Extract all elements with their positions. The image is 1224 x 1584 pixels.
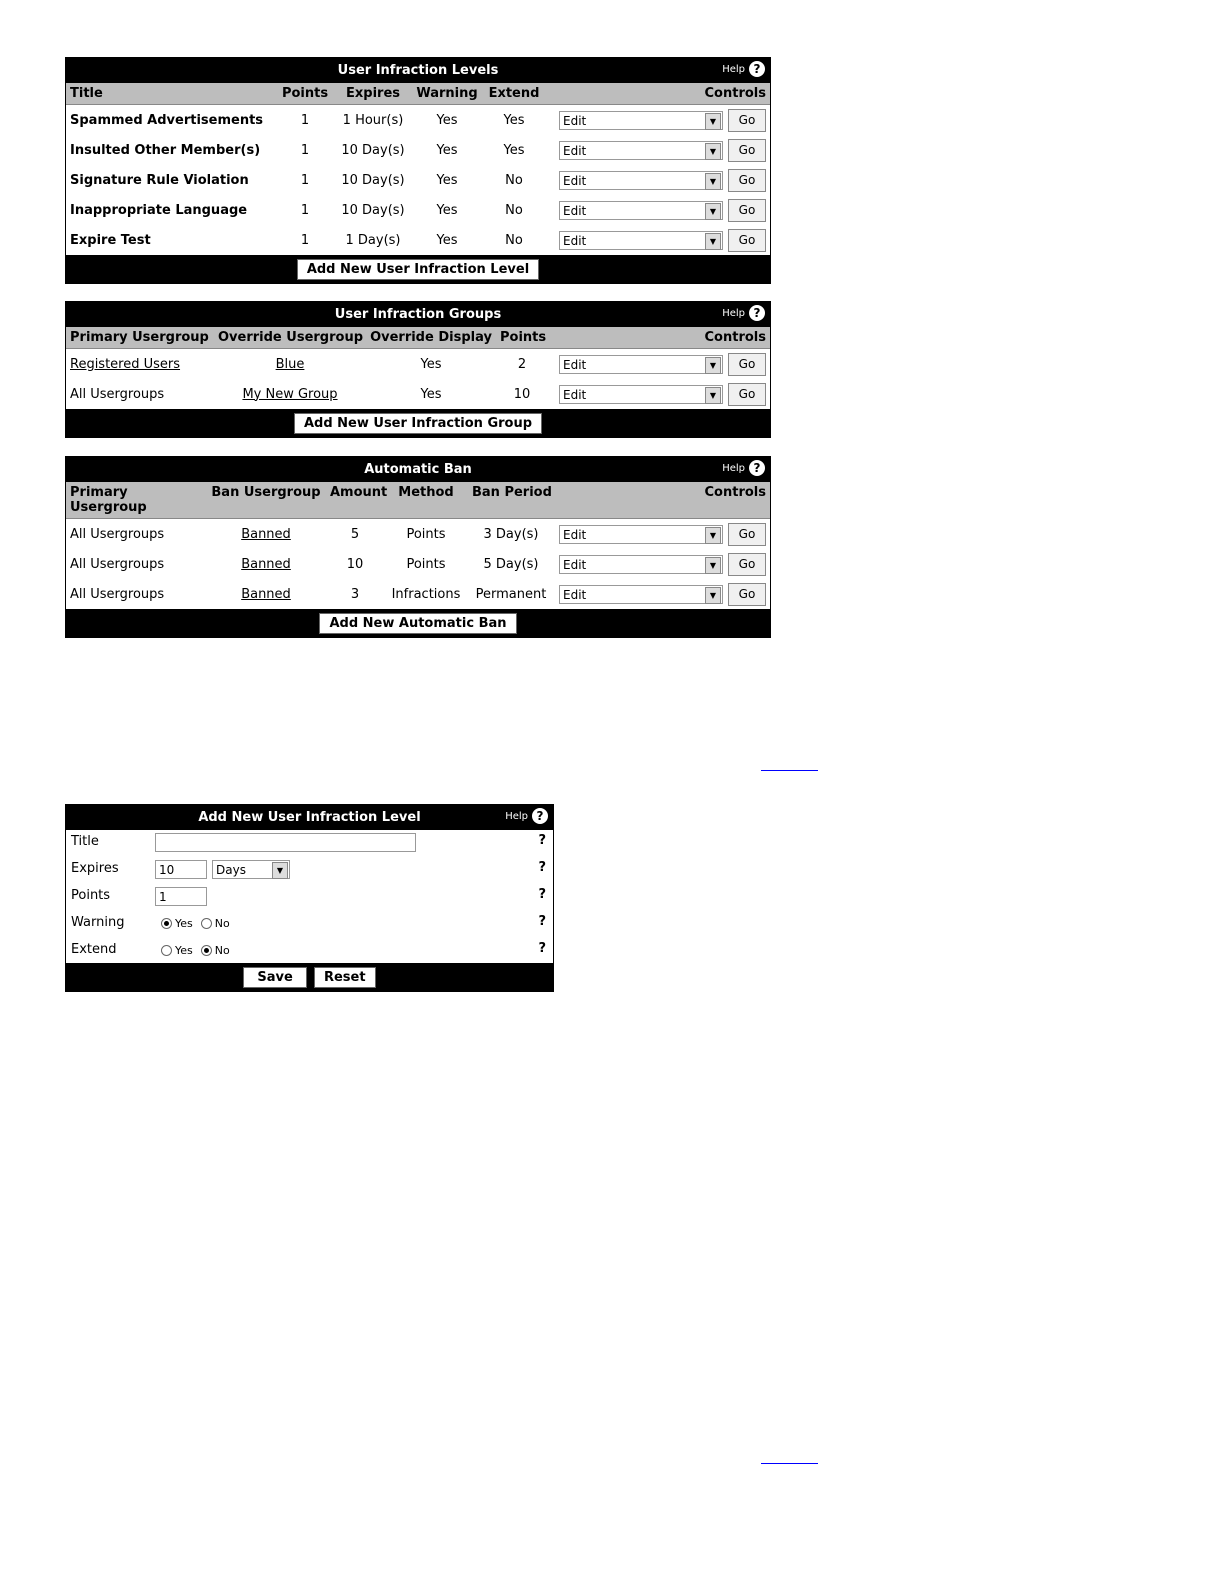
ban-method: Points — [406, 556, 446, 572]
go-button[interactable]: Go — [728, 383, 766, 406]
level-warning: Yes — [436, 202, 458, 218]
usergroup-link[interactable]: Banned — [241, 556, 291, 572]
go-button[interactable]: Go — [728, 109, 766, 132]
column-header: Method — [384, 482, 468, 519]
table-row — [66, 549, 770, 579]
column-header: Ban Period — [468, 482, 554, 519]
extend-label: Extend — [71, 942, 117, 957]
level-warning: Yes — [436, 112, 458, 128]
row-controls — [546, 195, 770, 225]
primary-usergroup: All Usergroups — [70, 386, 165, 402]
infraction-groups-titlebar — [66, 302, 770, 327]
level-expires: 10 Day(s) — [341, 172, 405, 188]
help-icon[interactable]: ? — [532, 808, 548, 824]
go-button[interactable]: Go — [728, 353, 766, 376]
automatic-ban-footer — [66, 609, 770, 637]
help-link[interactable]: Help ? — [722, 60, 765, 80]
ban-method: Infractions — [391, 586, 461, 602]
override-display: Yes — [420, 356, 442, 372]
infraction-groups-title: User Infraction Groups — [334, 307, 502, 322]
ban-amount: 10 — [346, 556, 364, 572]
extend-row — [66, 938, 553, 963]
row-controls — [548, 379, 770, 409]
ban-amount: 3 — [350, 586, 360, 602]
help-link[interactable]: Help ? — [505, 807, 548, 827]
automatic-ban-titlebar — [66, 457, 770, 482]
title-label: Title — [71, 834, 99, 849]
radio-label: No — [214, 944, 230, 957]
table-header-row — [66, 83, 770, 105]
automatic-ban-title: Automatic Ban — [364, 462, 472, 477]
level-expires: 1 Day(s) — [345, 232, 401, 248]
add-infraction-level-button[interactable]: Add New User Infraction Level — [297, 259, 539, 280]
dropdown-arrow-icon[interactable]: ▼ — [705, 587, 721, 604]
usergroup-link[interactable]: Registered Users — [70, 356, 181, 372]
controls-select[interactable]: Edit ▼ — [559, 525, 723, 544]
column-header: Controls — [546, 83, 770, 105]
help-question-icon[interactable]: ? — [538, 833, 546, 848]
table-row — [66, 225, 770, 255]
go-button[interactable]: Go — [728, 583, 766, 606]
infraction-levels-table — [66, 83, 770, 255]
level-title: Insulted Other Member(s) — [70, 142, 261, 158]
row-controls — [546, 225, 770, 255]
radio-label: Yes — [175, 917, 193, 930]
level-points: 1 — [300, 112, 310, 128]
override-usergroup — [214, 379, 366, 409]
row-controls — [548, 349, 770, 380]
infraction-levels-panel — [65, 57, 771, 284]
level-title: Signature Rule Violation — [70, 172, 249, 188]
column-header: Primary Usergroup — [66, 327, 214, 349]
level-points: 1 — [300, 142, 310, 158]
help-link[interactable]: Help ? — [722, 459, 765, 479]
level-expires: 1 Hour(s) — [342, 112, 404, 128]
add-infraction-group-button[interactable]: Add New User Infraction Group — [294, 413, 542, 434]
level-warning: Yes — [436, 142, 458, 158]
level-points: 1 — [300, 172, 310, 188]
radio-label: Yes — [175, 944, 193, 957]
warning-options — [161, 916, 238, 931]
level-title: Spammed Advertisements — [70, 112, 264, 128]
form-footer — [66, 963, 553, 991]
blank-link[interactable] — [761, 770, 818, 771]
column-header: Controls — [548, 327, 770, 349]
column-header: Primary Usergroup — [66, 482, 206, 519]
dropdown-arrow-icon[interactable]: ▼ — [705, 357, 721, 374]
dropdown-arrow-icon[interactable]: ▼ — [705, 557, 721, 574]
infraction-groups-panel — [65, 301, 771, 438]
table-row — [66, 349, 770, 380]
level-warning: Yes — [436, 232, 458, 248]
add-automatic-ban-button[interactable]: Add New Automatic Ban — [319, 613, 516, 634]
form-titlebar — [66, 805, 553, 830]
row-controls — [554, 519, 770, 550]
ban-period: 3 Day(s) — [483, 526, 539, 542]
level-points: 1 — [300, 232, 310, 248]
column-header: Points — [496, 327, 548, 349]
column-header: Points — [276, 83, 334, 105]
warning-row — [66, 911, 553, 938]
dropdown-arrow-icon[interactable]: ▼ — [705, 233, 721, 250]
warning-no-radio[interactable] — [201, 918, 212, 929]
level-extend: Yes — [503, 142, 525, 158]
table-row — [66, 105, 770, 136]
usergroup-link[interactable]: My New Group — [242, 386, 338, 402]
title-input[interactable] — [155, 833, 416, 852]
controls-select[interactable]: Edit ▼ — [559, 355, 723, 374]
level-points: 1 — [300, 202, 310, 218]
primary-usergroup — [66, 349, 214, 380]
level-extend: No — [505, 202, 523, 218]
extend-no-radio[interactable] — [201, 945, 212, 956]
column-header: Title — [66, 83, 276, 105]
level-title: Inappropriate Language — [70, 202, 248, 218]
help-link[interactable]: Help ? — [722, 304, 765, 324]
controls-select[interactable]: Edit ▼ — [559, 141, 723, 160]
radio-label: No — [214, 917, 230, 930]
table-row — [66, 519, 770, 550]
primary-usergroup: All Usergroups — [70, 586, 165, 602]
expires-row — [66, 857, 553, 884]
help-question-icon[interactable]: ? — [538, 860, 546, 875]
row-controls — [546, 165, 770, 195]
column-header: Amount — [326, 482, 384, 519]
dropdown-arrow-icon[interactable]: ▼ — [705, 527, 721, 544]
level-expires: 10 Day(s) — [341, 142, 405, 158]
go-button[interactable]: Go — [728, 199, 766, 222]
infraction-levels-footer — [66, 255, 770, 283]
dropdown-arrow-icon[interactable]: ▼ — [705, 113, 721, 130]
dropdown-arrow-icon[interactable]: ▼ — [705, 203, 721, 220]
controls-select[interactable]: Edit ▼ — [559, 231, 723, 250]
controls-select[interactable]: Edit ▼ — [559, 385, 723, 404]
level-title: Expire Test — [70, 232, 151, 248]
ban-period: Permanent — [475, 586, 547, 602]
infraction-groups-table — [66, 327, 770, 409]
automatic-ban-panel — [65, 456, 771, 638]
row-controls — [546, 135, 770, 165]
row-controls — [546, 105, 770, 136]
expires-input[interactable]: 10 — [155, 860, 207, 879]
points-row — [66, 884, 553, 911]
help-question-icon[interactable]: ? — [538, 887, 546, 902]
extend-options — [161, 943, 238, 958]
override-usergroup — [214, 349, 366, 380]
ban-amount: 5 — [350, 526, 360, 542]
title-row — [66, 830, 553, 857]
table-row — [66, 379, 770, 409]
points-label: Points — [71, 888, 111, 903]
form-title: Add New User Infraction Level — [198, 810, 421, 825]
blank-link[interactable] — [761, 1463, 818, 1464]
expires-label: Expires — [71, 861, 119, 876]
level-expires: 10 Day(s) — [341, 202, 405, 218]
row-controls — [554, 579, 770, 609]
usergroup-link[interactable]: Blue — [275, 356, 305, 372]
ban-usergroup — [206, 549, 326, 579]
dropdown-arrow-icon[interactable]: ▼ — [705, 173, 721, 190]
level-extend: Yes — [503, 112, 525, 128]
table-row — [66, 135, 770, 165]
usergroup-link[interactable]: Banned — [241, 526, 291, 542]
level-extend: No — [505, 232, 523, 248]
controls-select[interactable]: Edit ▼ — [559, 201, 723, 220]
table-row — [66, 579, 770, 609]
column-header: Warning — [412, 83, 482, 105]
ban-period: 5 Day(s) — [483, 556, 539, 572]
ban-usergroup — [206, 519, 326, 550]
dropdown-arrow-icon[interactable]: ▼ — [705, 143, 721, 160]
group-points: 2 — [517, 356, 527, 372]
warning-label: Warning — [71, 915, 125, 930]
controls-select[interactable]: Edit ▼ — [559, 111, 723, 130]
level-extend: No — [505, 172, 523, 188]
override-display: Yes — [420, 386, 442, 402]
help-question-icon[interactable]: ? — [538, 914, 546, 929]
dropdown-arrow-icon[interactable]: ▼ — [705, 387, 721, 404]
controls-select[interactable]: Edit ▼ — [559, 555, 723, 574]
controls-select[interactable]: Edit ▼ — [559, 171, 723, 190]
go-button[interactable]: Go — [728, 553, 766, 576]
help-icon[interactable]: ? — [749, 460, 765, 476]
column-header: Controls — [554, 482, 770, 519]
column-header: Ban Usergroup — [206, 482, 326, 519]
automatic-ban-table — [66, 482, 770, 609]
ban-usergroup — [206, 579, 326, 609]
points-input[interactable]: 1 — [155, 887, 207, 906]
go-button[interactable]: Go — [728, 169, 766, 192]
level-warning: Yes — [436, 172, 458, 188]
help-icon[interactable]: ? — [749, 61, 765, 77]
row-controls — [554, 549, 770, 579]
dropdown-arrow-icon[interactable]: ▼ — [272, 862, 288, 879]
reset-button[interactable]: Reset — [314, 967, 376, 988]
infraction-levels-title: User Infraction Levels — [337, 63, 499, 78]
column-header: Extend — [482, 83, 546, 105]
table-row — [66, 165, 770, 195]
controls-select[interactable]: Edit ▼ — [559, 585, 723, 604]
save-button[interactable]: Save — [243, 967, 306, 988]
table-header-row — [66, 482, 770, 519]
group-points: 10 — [513, 386, 531, 402]
infraction-levels-titlebar — [66, 58, 770, 83]
help-question-icon[interactable]: ? — [538, 941, 546, 956]
infraction-groups-footer — [66, 409, 770, 437]
primary-usergroup: All Usergroups — [70, 526, 165, 542]
table-header-row — [66, 327, 770, 349]
column-header: Override Display — [366, 327, 496, 349]
ban-method: Points — [406, 526, 446, 542]
column-header: Override Usergroup — [214, 327, 366, 349]
primary-usergroup: All Usergroups — [70, 556, 165, 572]
warning-yes-radio[interactable] — [161, 918, 172, 929]
add-infraction-level-form — [65, 804, 554, 992]
expires-unit-select[interactable]: Days ▼ — [212, 860, 290, 879]
go-button[interactable]: Go — [728, 139, 766, 162]
table-row — [66, 195, 770, 225]
column-header: Expires — [334, 83, 412, 105]
help-icon[interactable]: ? — [749, 305, 765, 321]
go-button[interactable]: Go — [728, 523, 766, 546]
go-button[interactable]: Go — [728, 229, 766, 252]
usergroup-link[interactable]: Banned — [241, 586, 291, 602]
extend-yes-radio[interactable] — [161, 945, 172, 956]
